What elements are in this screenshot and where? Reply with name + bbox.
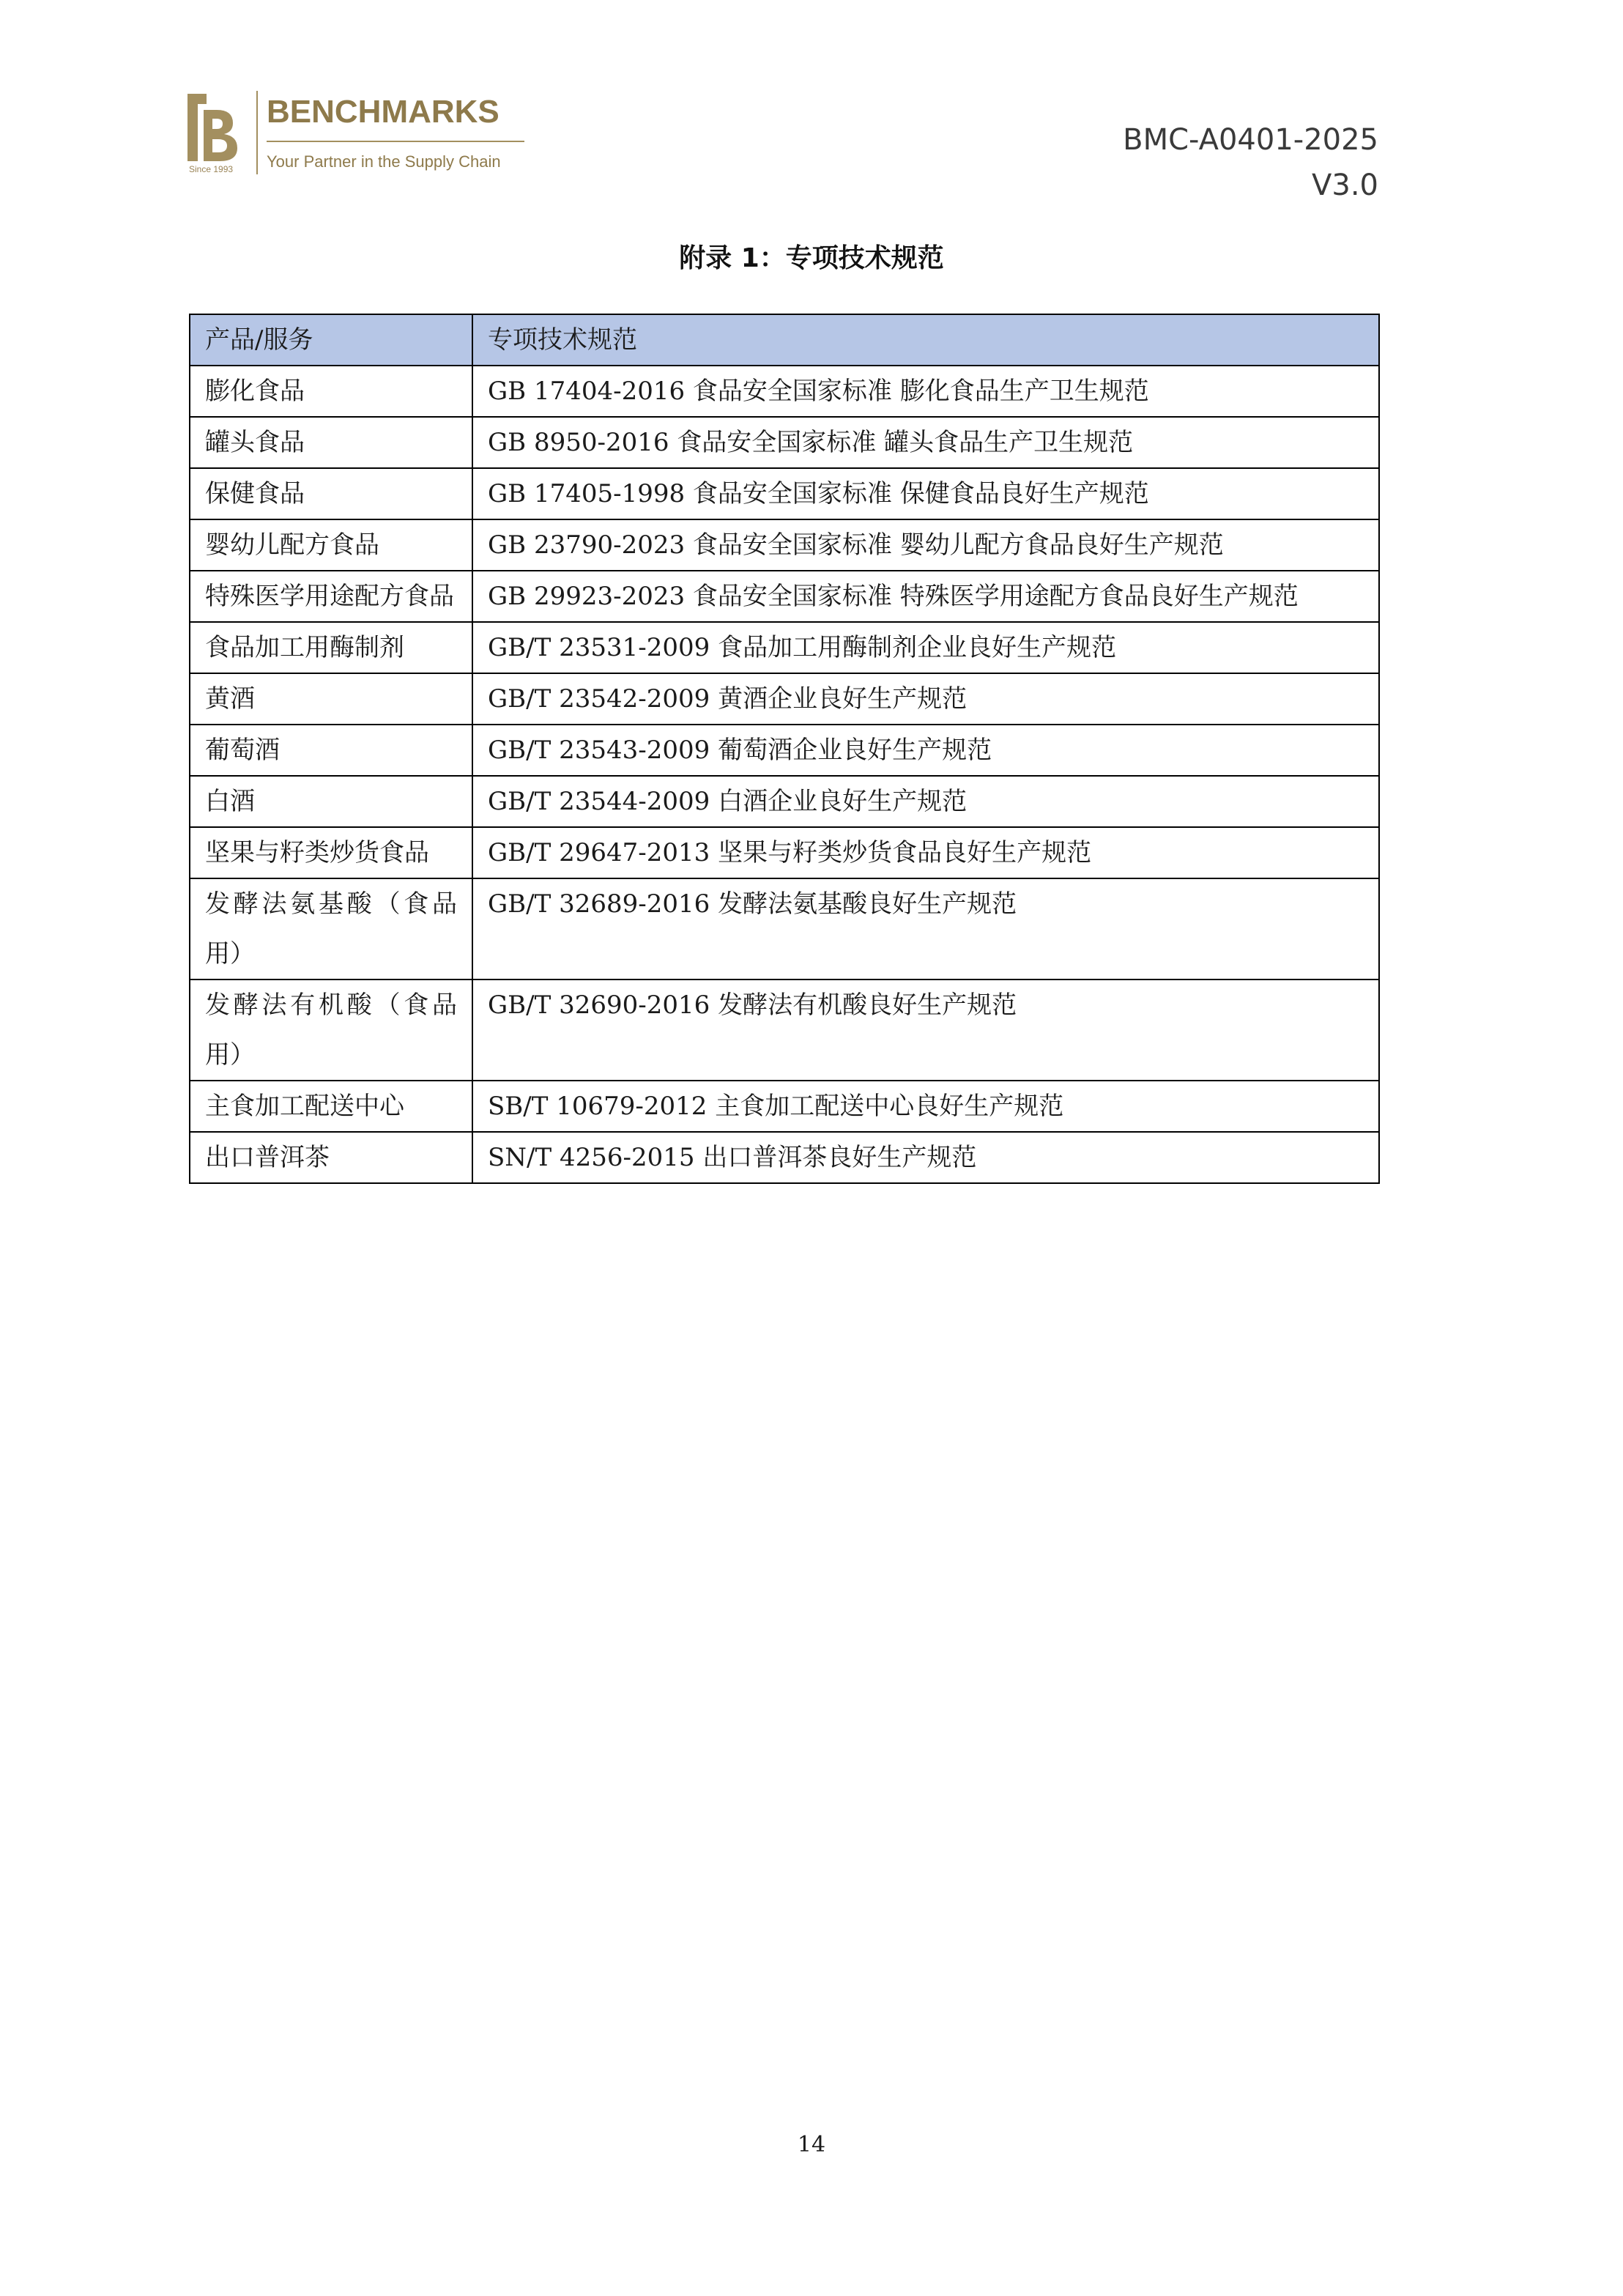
document-version: V3.0 [1312,169,1378,202]
table-row [190,827,1379,878]
table-row [190,417,1379,468]
product-cell: 葡萄酒 [190,725,472,776]
standard-cell: GB 8950-2016 食品安全国家标准 罐头食品生产卫生规范 [472,417,1379,468]
standard-cell: GB/T 32690-2016 发酵法有机酸良好生产规范 [472,979,1379,1081]
product-cell: 膨化食品 [190,366,472,417]
table-row [190,673,1379,725]
product-cell: 罐头食品 [190,417,472,468]
table-row [190,725,1379,776]
table-row [190,519,1379,571]
column-header-standard: 专项技术规范 [472,314,1379,366]
standard-cell: GB/T 23544-2009 白酒企业良好生产规范 [472,776,1379,827]
standard-cell: SB/T 10679-2012 主食加工配送中心良好生产规范 [472,1081,1379,1132]
product-cell: 特殊医学用途配方食品 [190,571,472,622]
standard-cell: SN/T 4256-2015 出口普洱茶良好生产规范 [472,1132,1379,1183]
logo-tagline: Your Partner in the Supply Chain [267,152,501,171]
table-row [190,1132,1379,1183]
standard-cell: GB/T 23531-2009 食品加工用酶制剂企业良好生产规范 [472,622,1379,673]
table-header-row [190,314,1379,366]
product-cell: 食品加工用酶制剂 [190,622,472,673]
product-cell: 坚果与籽类炒货食品 [190,827,472,878]
table-row [190,622,1379,673]
standard-cell: GB 17404-2016 食品安全国家标准 膨化食品生产卫生规范 [472,366,1379,417]
standard-cell: GB 23790-2023 食品安全国家标准 婴幼儿配方食品良好生产规范 [472,519,1379,571]
table-row [190,1081,1379,1132]
document-number: BMC-A0401-2025 [1123,123,1378,157]
standard-cell: GB/T 23543-2009 葡萄酒企业良好生产规范 [472,725,1379,776]
logo-since: Since 1993 [189,164,234,174]
product-cell: 出口普洱茶 [190,1132,472,1183]
product-cell: 发酵法有机酸（食品用） [190,979,472,1081]
table-row [190,878,1379,979]
company-logo [187,91,524,182]
page-number: 14 [797,2132,826,2158]
standard-cell: GB/T 29647-2013 坚果与籽类炒货食品良好生产规范 [472,827,1379,878]
spec-table [189,314,1380,1184]
product-cell: 婴幼儿配方食品 [190,519,472,571]
table-row [190,571,1379,622]
benchmarks-logo-icon [187,94,240,161]
table-row [190,776,1379,827]
product-cell: 主食加工配送中心 [190,1081,472,1132]
standard-cell: GB/T 32689-2016 发酵法氨基酸良好生产规范 [472,878,1379,979]
product-cell: 白酒 [190,776,472,827]
logo-divider [256,91,258,174]
product-cell: 黄酒 [190,673,472,725]
product-cell: 发酵法氨基酸（食品用） [190,878,472,979]
document-code [1123,117,1378,208]
standard-cell: GB/T 23542-2009 黄酒企业良好生产规范 [472,673,1379,725]
logo-name: BENCHMARKS [267,94,499,130]
standard-cell: GB 17405-1998 食品安全国家标准 保健食品良好生产规范 [472,468,1379,519]
table-row [190,468,1379,519]
standard-cell: GB 29923-2023 食品安全国家标准 特殊医学用途配方食品良好生产规范 [472,571,1379,622]
table-row [190,366,1379,417]
logo-rule [267,141,524,142]
table-row [190,979,1379,1081]
appendix-title: 附录 1：专项技术规范 [679,243,944,273]
column-header-product: 产品/服务 [190,314,472,366]
product-cell: 保健食品 [190,468,472,519]
